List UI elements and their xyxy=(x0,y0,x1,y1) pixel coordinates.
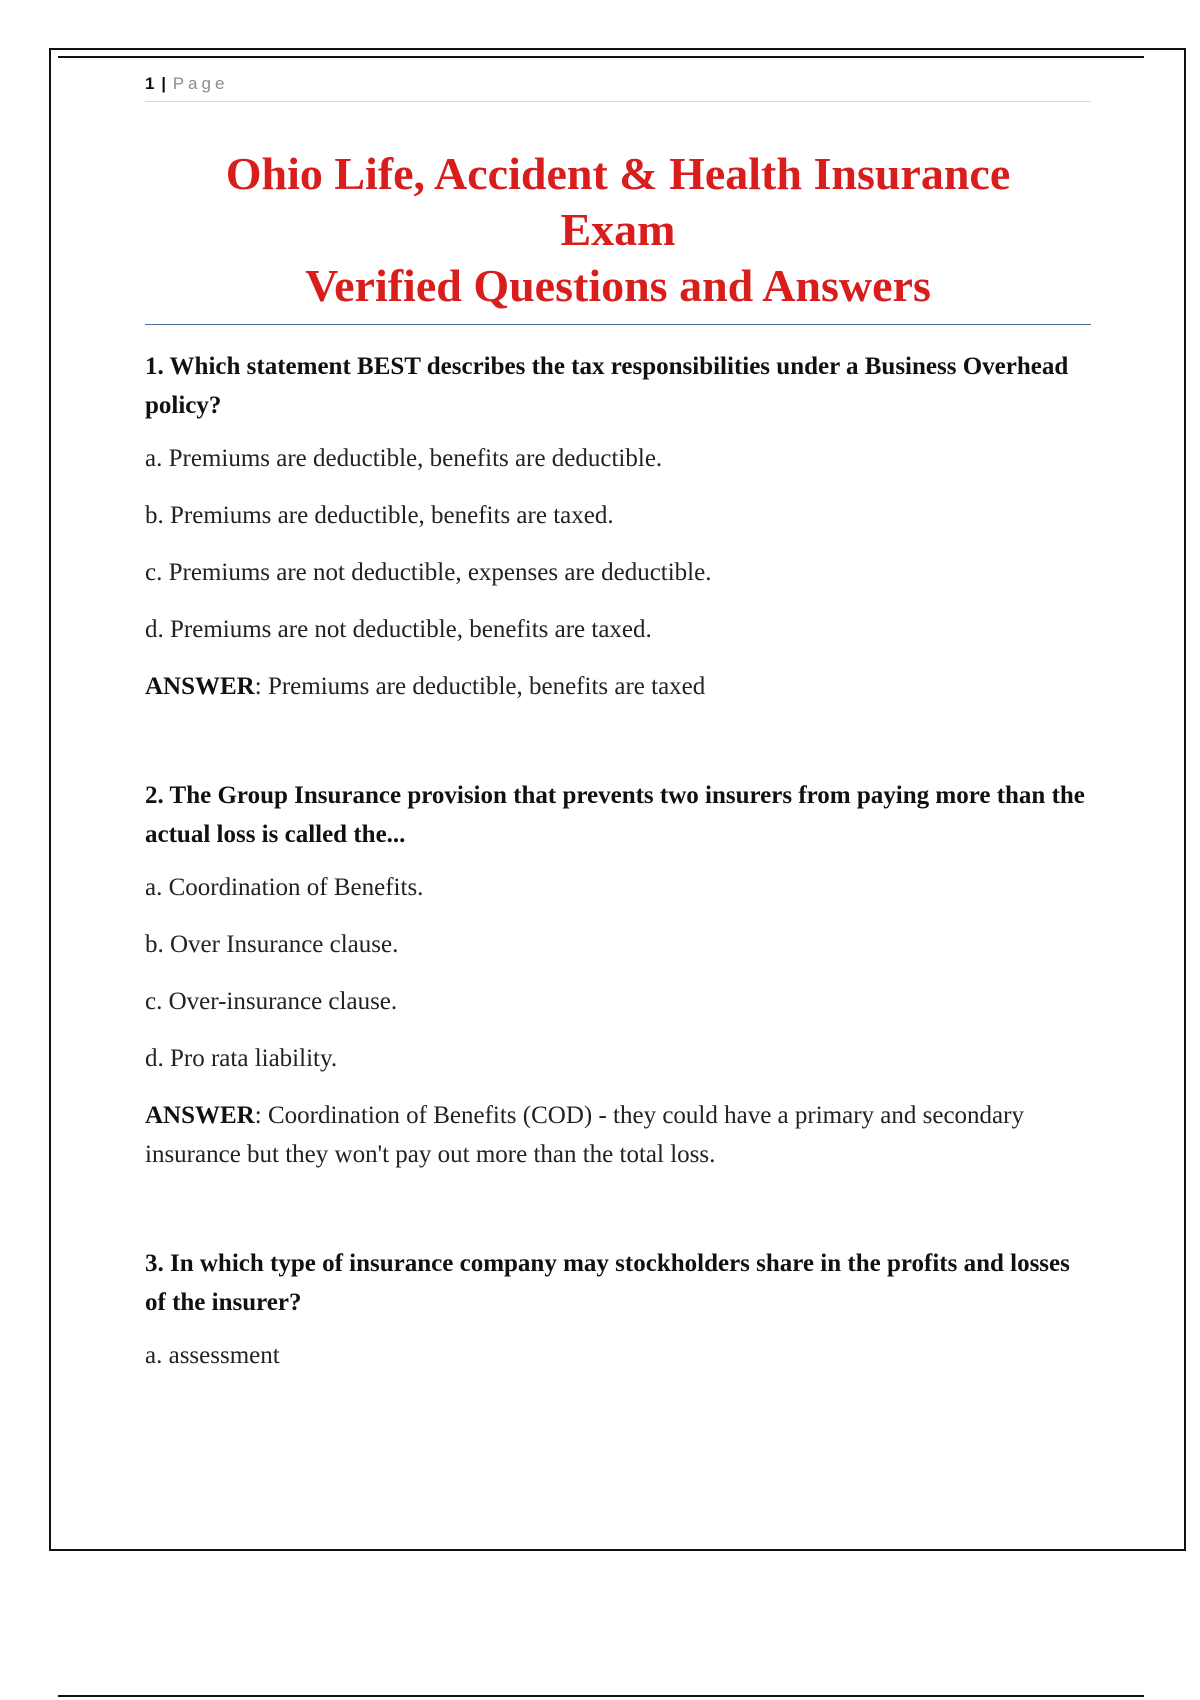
question-text: 3. In which type of insurance company may stockholders share in the profits and losses of the insurer? xyxy=(145,1250,1070,1316)
title-line-3: Verified Questions and Answers xyxy=(305,260,931,311)
option-a: a. Coordination of Benefits. xyxy=(145,874,424,901)
option-b: b. Premiums are deductible, benefits are taxed. xyxy=(145,502,614,529)
question-block-2 xyxy=(145,776,1091,1174)
question-list xyxy=(145,347,1091,1445)
option-c: c. Premiums are not deductible, expenses are deductible. xyxy=(145,559,712,586)
answer-label: ANSWER xyxy=(145,1102,255,1129)
question-block-1 xyxy=(145,347,1091,706)
title-line-1: Ohio Life, Accident & Health Insurance xyxy=(225,148,1011,199)
page-separator: | xyxy=(161,74,166,93)
question-text: 2. The Group Insurance provision that prevents two insurers from paying more than the actual loss is called the... xyxy=(145,782,1085,848)
title-line-2: Exam xyxy=(560,204,676,255)
answer-text: : Premiums are deductible, benefits are taxed xyxy=(254,673,706,700)
answer-label: ANSWER xyxy=(145,673,255,700)
answer xyxy=(145,667,1091,706)
page-label: Page xyxy=(172,74,229,93)
option-b: b. Over Insurance clause. xyxy=(145,931,399,958)
option-d: d. Premiums are not deductible, benefits are taxed. xyxy=(145,616,652,643)
bottom-border-line xyxy=(58,1695,1144,1697)
option-a: a. assessment xyxy=(145,1342,280,1369)
question-text: 1. Which statement BEST describes the tax responsibilities under a Business Overhead policy? xyxy=(145,353,1069,419)
option-a: a. Premiums are deductible, benefits are deductible. xyxy=(145,445,663,472)
document-title xyxy=(145,146,1091,325)
page-number: 1 xyxy=(145,74,155,93)
option-d: d. Pro rata liability. xyxy=(145,1045,338,1072)
page-header xyxy=(145,73,1091,102)
answer xyxy=(145,1096,1091,1174)
answer-text: : Coordination of Benefits (COD) - they could have a primary and secondary insurance but they won't pay out more than the total loss. xyxy=(145,1102,1024,1168)
option-c: c. Over-insurance clause. xyxy=(145,988,398,1015)
question-block-3 xyxy=(145,1244,1091,1375)
